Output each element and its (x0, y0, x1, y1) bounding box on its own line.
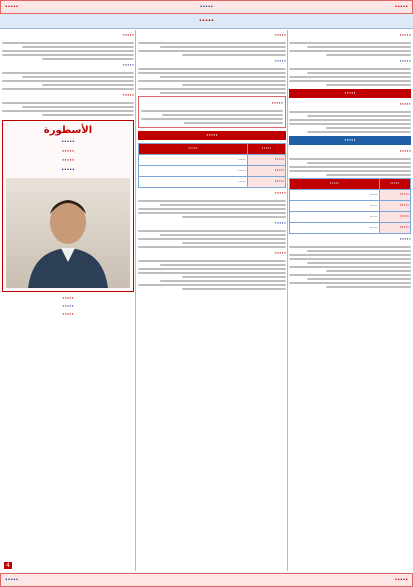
table-row (290, 201, 411, 212)
closing-line: ····· (62, 303, 74, 310)
question-heading: ····· (274, 190, 286, 197)
text-line (141, 110, 283, 112)
text-line (2, 110, 134, 112)
text-line (182, 216, 286, 218)
text-line (160, 46, 286, 48)
text-line (307, 262, 411, 264)
table-header: ····· (139, 144, 248, 155)
section-band: ····· (289, 89, 411, 98)
table-cell: ····· (379, 212, 410, 223)
text-line (138, 72, 286, 74)
section-band: ····· (289, 136, 411, 145)
closing-line: ····· (62, 311, 74, 318)
table-header: ····· (290, 179, 380, 190)
text-line (289, 170, 411, 172)
table-row (139, 177, 286, 188)
closing-note (2, 295, 134, 319)
text-line (141, 118, 283, 120)
question-heading: ····· (271, 100, 283, 107)
text-line (307, 278, 411, 280)
text-line (160, 280, 286, 282)
table-cell: ····· (379, 223, 410, 234)
text-line (138, 260, 286, 262)
table-row (290, 190, 411, 201)
question-heading: ····· (274, 58, 286, 65)
table-cell: ····· (247, 177, 285, 188)
table-row (290, 212, 411, 223)
text-line (326, 84, 411, 86)
text-line (160, 264, 286, 266)
text-line (307, 162, 411, 164)
text-line (2, 102, 134, 104)
text-line (22, 76, 134, 78)
text-line (22, 106, 134, 108)
text-line (289, 246, 411, 248)
header-bar (0, 0, 413, 14)
section-band: ····· (138, 131, 286, 140)
text-line (289, 254, 411, 256)
comparison-table (289, 178, 411, 234)
text-line (162, 114, 283, 116)
text-line (138, 268, 286, 270)
footer-text: ····· (394, 576, 408, 584)
text-line (182, 54, 286, 56)
text-line (2, 72, 134, 74)
text-line (307, 250, 411, 252)
right-column (289, 30, 411, 571)
table-header: ····· (247, 144, 285, 155)
teacher-photo (6, 178, 130, 288)
column-divider (287, 30, 288, 571)
left-column (2, 30, 134, 571)
question-heading: ····· (399, 148, 411, 155)
text-line (138, 238, 286, 240)
teacher-promo (2, 120, 134, 292)
text-line (289, 42, 411, 44)
promo-school: ····· (61, 156, 75, 164)
text-line (2, 88, 134, 90)
text-line (2, 50, 134, 52)
text-line (138, 246, 286, 248)
person-photo-icon (23, 188, 113, 288)
text-line (22, 46, 134, 48)
promo-title: الأسطورة (43, 125, 93, 136)
table-cell: ····· (247, 166, 285, 177)
text-line (138, 230, 286, 232)
part-label: ····· (199, 3, 214, 11)
text-line (289, 68, 411, 70)
text-line (138, 88, 286, 90)
text-line (138, 68, 286, 70)
text-line (2, 80, 134, 82)
highlight-box (138, 96, 286, 128)
text-line (326, 286, 411, 288)
promo-role: ····· (61, 147, 75, 155)
text-line (289, 266, 411, 268)
footer-phone: ····· (5, 576, 19, 584)
table-cell: ····· (379, 201, 410, 212)
text-line (307, 72, 411, 74)
text-line (138, 200, 286, 202)
text-line (42, 58, 134, 60)
table-cell: ····· (290, 201, 380, 212)
text-line (289, 119, 411, 121)
table-row (139, 155, 286, 166)
table-header: ····· (379, 179, 410, 190)
text-line (289, 80, 411, 82)
text-line (138, 42, 286, 44)
text-line (182, 288, 286, 290)
table-cell: ····· (139, 177, 248, 188)
table-cell: ····· (379, 190, 410, 201)
table-cell: ····· (139, 155, 248, 166)
text-line (289, 282, 411, 284)
text-line (2, 42, 134, 44)
table-row (290, 223, 411, 234)
promo-address: ····· (61, 166, 75, 174)
text-line (326, 270, 411, 272)
text-line (160, 76, 286, 78)
text-line (182, 276, 286, 278)
question-heading: ····· (399, 32, 411, 39)
text-line (307, 131, 411, 133)
page-number: 4 (6, 562, 10, 569)
text-line (289, 274, 411, 276)
question-heading: ····· (122, 92, 134, 99)
question-heading: ····· (274, 220, 286, 227)
text-line (326, 54, 411, 56)
text-line (138, 208, 286, 210)
promo-name: ····· (61, 138, 75, 146)
text-line (138, 284, 286, 286)
question-heading: ····· (274, 250, 286, 257)
text-line (307, 46, 411, 48)
question-heading: ····· (122, 32, 134, 39)
text-line (289, 50, 411, 52)
text-line (138, 80, 286, 82)
closing-line: ····· (62, 295, 74, 302)
text-line (307, 115, 411, 117)
series-title: ····· (394, 3, 408, 11)
text-line (289, 158, 411, 160)
question-heading: ····· (399, 101, 411, 108)
question-heading: ····· (399, 236, 411, 243)
text-line (42, 114, 134, 116)
text-line (289, 166, 411, 168)
text-line (138, 50, 286, 52)
column-divider (135, 30, 136, 571)
table-cell: ····· (139, 166, 248, 177)
text-line (289, 123, 411, 125)
text-line (184, 122, 283, 124)
page-title: ····· (0, 14, 413, 29)
table-cell: ····· (247, 155, 285, 166)
text-line (182, 242, 286, 244)
table-row (139, 166, 286, 177)
footer-bar (0, 573, 413, 587)
teacher-name: ····· (5, 3, 19, 11)
text-line (326, 127, 411, 129)
text-line (160, 92, 286, 94)
text-line (289, 258, 411, 260)
question-heading: ····· (122, 62, 134, 69)
text-line (289, 76, 411, 78)
question-heading: ····· (399, 58, 411, 65)
text-line (160, 234, 286, 236)
text-line (2, 54, 134, 56)
table-cell: ····· (290, 190, 380, 201)
text-line (42, 84, 134, 86)
question-heading: ····· (274, 32, 286, 39)
text-line (138, 212, 286, 214)
text-line (182, 84, 286, 86)
text-line (326, 174, 411, 176)
comparison-table (138, 143, 286, 188)
middle-column (138, 30, 286, 571)
text-line (160, 204, 286, 206)
text-line (289, 111, 411, 113)
table-cell: ····· (290, 223, 380, 234)
text-line (138, 272, 286, 274)
table-cell: ····· (290, 212, 380, 223)
